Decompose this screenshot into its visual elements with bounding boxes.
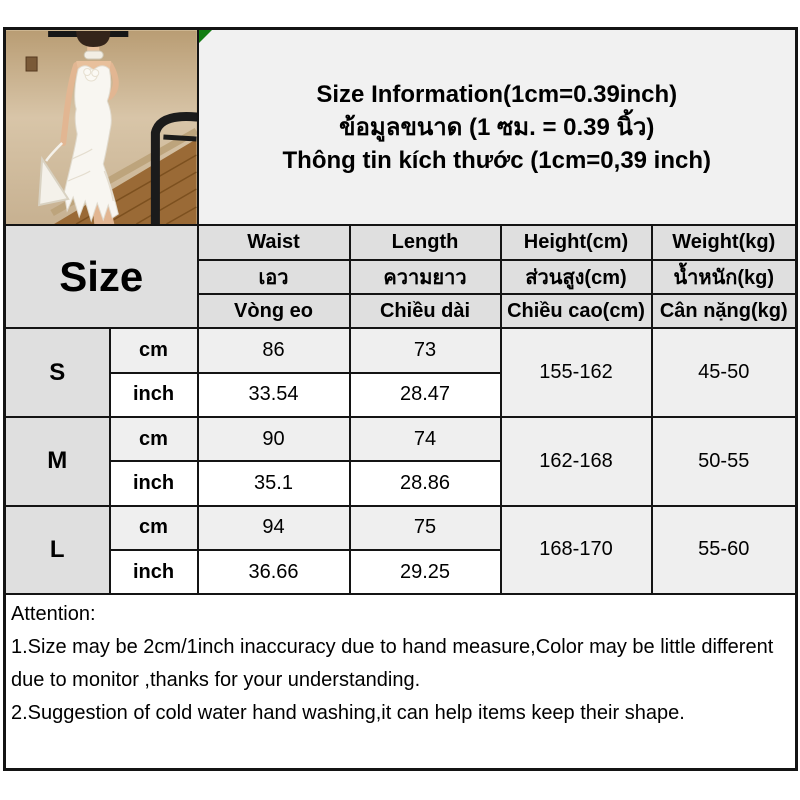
title-vietnamese: Thông tin kích thước (1cm=0,39 inch) — [282, 146, 712, 174]
unit-cm-l: cm — [110, 506, 198, 550]
cell-s-waist-inch: 33.54 — [198, 373, 350, 417]
cell-l-waist-inch: 36.66 — [198, 550, 350, 594]
attention-box — [5, 594, 797, 769]
col-header-waist-th: เอว — [198, 260, 350, 294]
cell-s-waist-cm: 86 — [198, 328, 350, 372]
cell-m-waist-inch: 35.1 — [198, 461, 350, 505]
cell-l-length-cm: 75 — [350, 506, 501, 550]
unit-inch-m: inch — [110, 461, 198, 505]
col-header-length-vi: Chiều dài — [350, 294, 501, 328]
cell-l-waist-cm: 94 — [198, 506, 350, 550]
attention-note-1: 1.Size may be 2cm/1inch inaccuracy due to hand measure,Color may be little different due to monitor ,thanks for your understanding. — [11, 636, 774, 692]
attention-heading: Attention: — [11, 603, 96, 626]
row-label-s: S — [5, 328, 110, 417]
col-header-length-th: ความยาว — [350, 260, 501, 294]
col-header-height-th: ส่วนสูง(cm) — [501, 260, 652, 294]
cell-m-weight: 50-55 — [652, 417, 797, 506]
cell-l-weight: 55-60 — [652, 506, 797, 595]
product-photo-illustration — [6, 31, 197, 224]
size-info-title-panel — [198, 29, 797, 226]
cell-s-weight: 45-50 — [652, 328, 797, 417]
cell-l-length-inch: 29.25 — [350, 550, 501, 594]
green-corner-marker — [199, 30, 212, 43]
col-header-waist-vi: Vòng eo — [198, 294, 350, 328]
title-english: Size Information(1cm=0.39inch) — [316, 80, 678, 108]
size-header-label: Size — [5, 225, 198, 328]
col-header-height-vi: Chiều cao(cm) — [501, 294, 652, 328]
col-header-length-en: Length — [350, 225, 501, 259]
product-photo — [5, 29, 198, 226]
col-header-weight-th: น้ำหนัก(kg) — [652, 260, 797, 294]
unit-inch-l: inch — [110, 550, 198, 594]
cell-s-length-inch: 28.47 — [350, 373, 501, 417]
cell-m-length-inch: 28.86 — [350, 461, 501, 505]
unit-inch-s: inch — [110, 373, 198, 417]
col-header-weight-vi: Cân nặng(kg) — [652, 294, 797, 328]
attention-note-2: 2.Suggestion of cold water hand washing,it can help items keep their shape. — [11, 702, 685, 725]
row-label-l: L — [5, 506, 110, 595]
cell-s-height: 155-162 — [501, 328, 652, 417]
col-header-weight-en: Weight(kg) — [652, 225, 797, 259]
row-label-m: M — [5, 417, 110, 506]
cell-m-height: 162-168 — [501, 417, 652, 506]
cell-l-height: 168-170 — [501, 506, 652, 595]
unit-cm-m: cm — [110, 417, 198, 461]
cell-s-length-cm: 73 — [350, 328, 501, 372]
unit-cm-s: cm — [110, 328, 198, 372]
cell-m-waist-cm: 90 — [198, 417, 350, 461]
cell-m-length-cm: 74 — [350, 417, 501, 461]
col-header-waist-en: Waist — [198, 225, 350, 259]
title-thai: ข้อมูลขนาด (1 ซม. = 0.39 นิ้ว) — [339, 113, 655, 141]
size-chart-table — [3, 27, 798, 771]
col-header-height-en: Height(cm) — [501, 225, 652, 259]
